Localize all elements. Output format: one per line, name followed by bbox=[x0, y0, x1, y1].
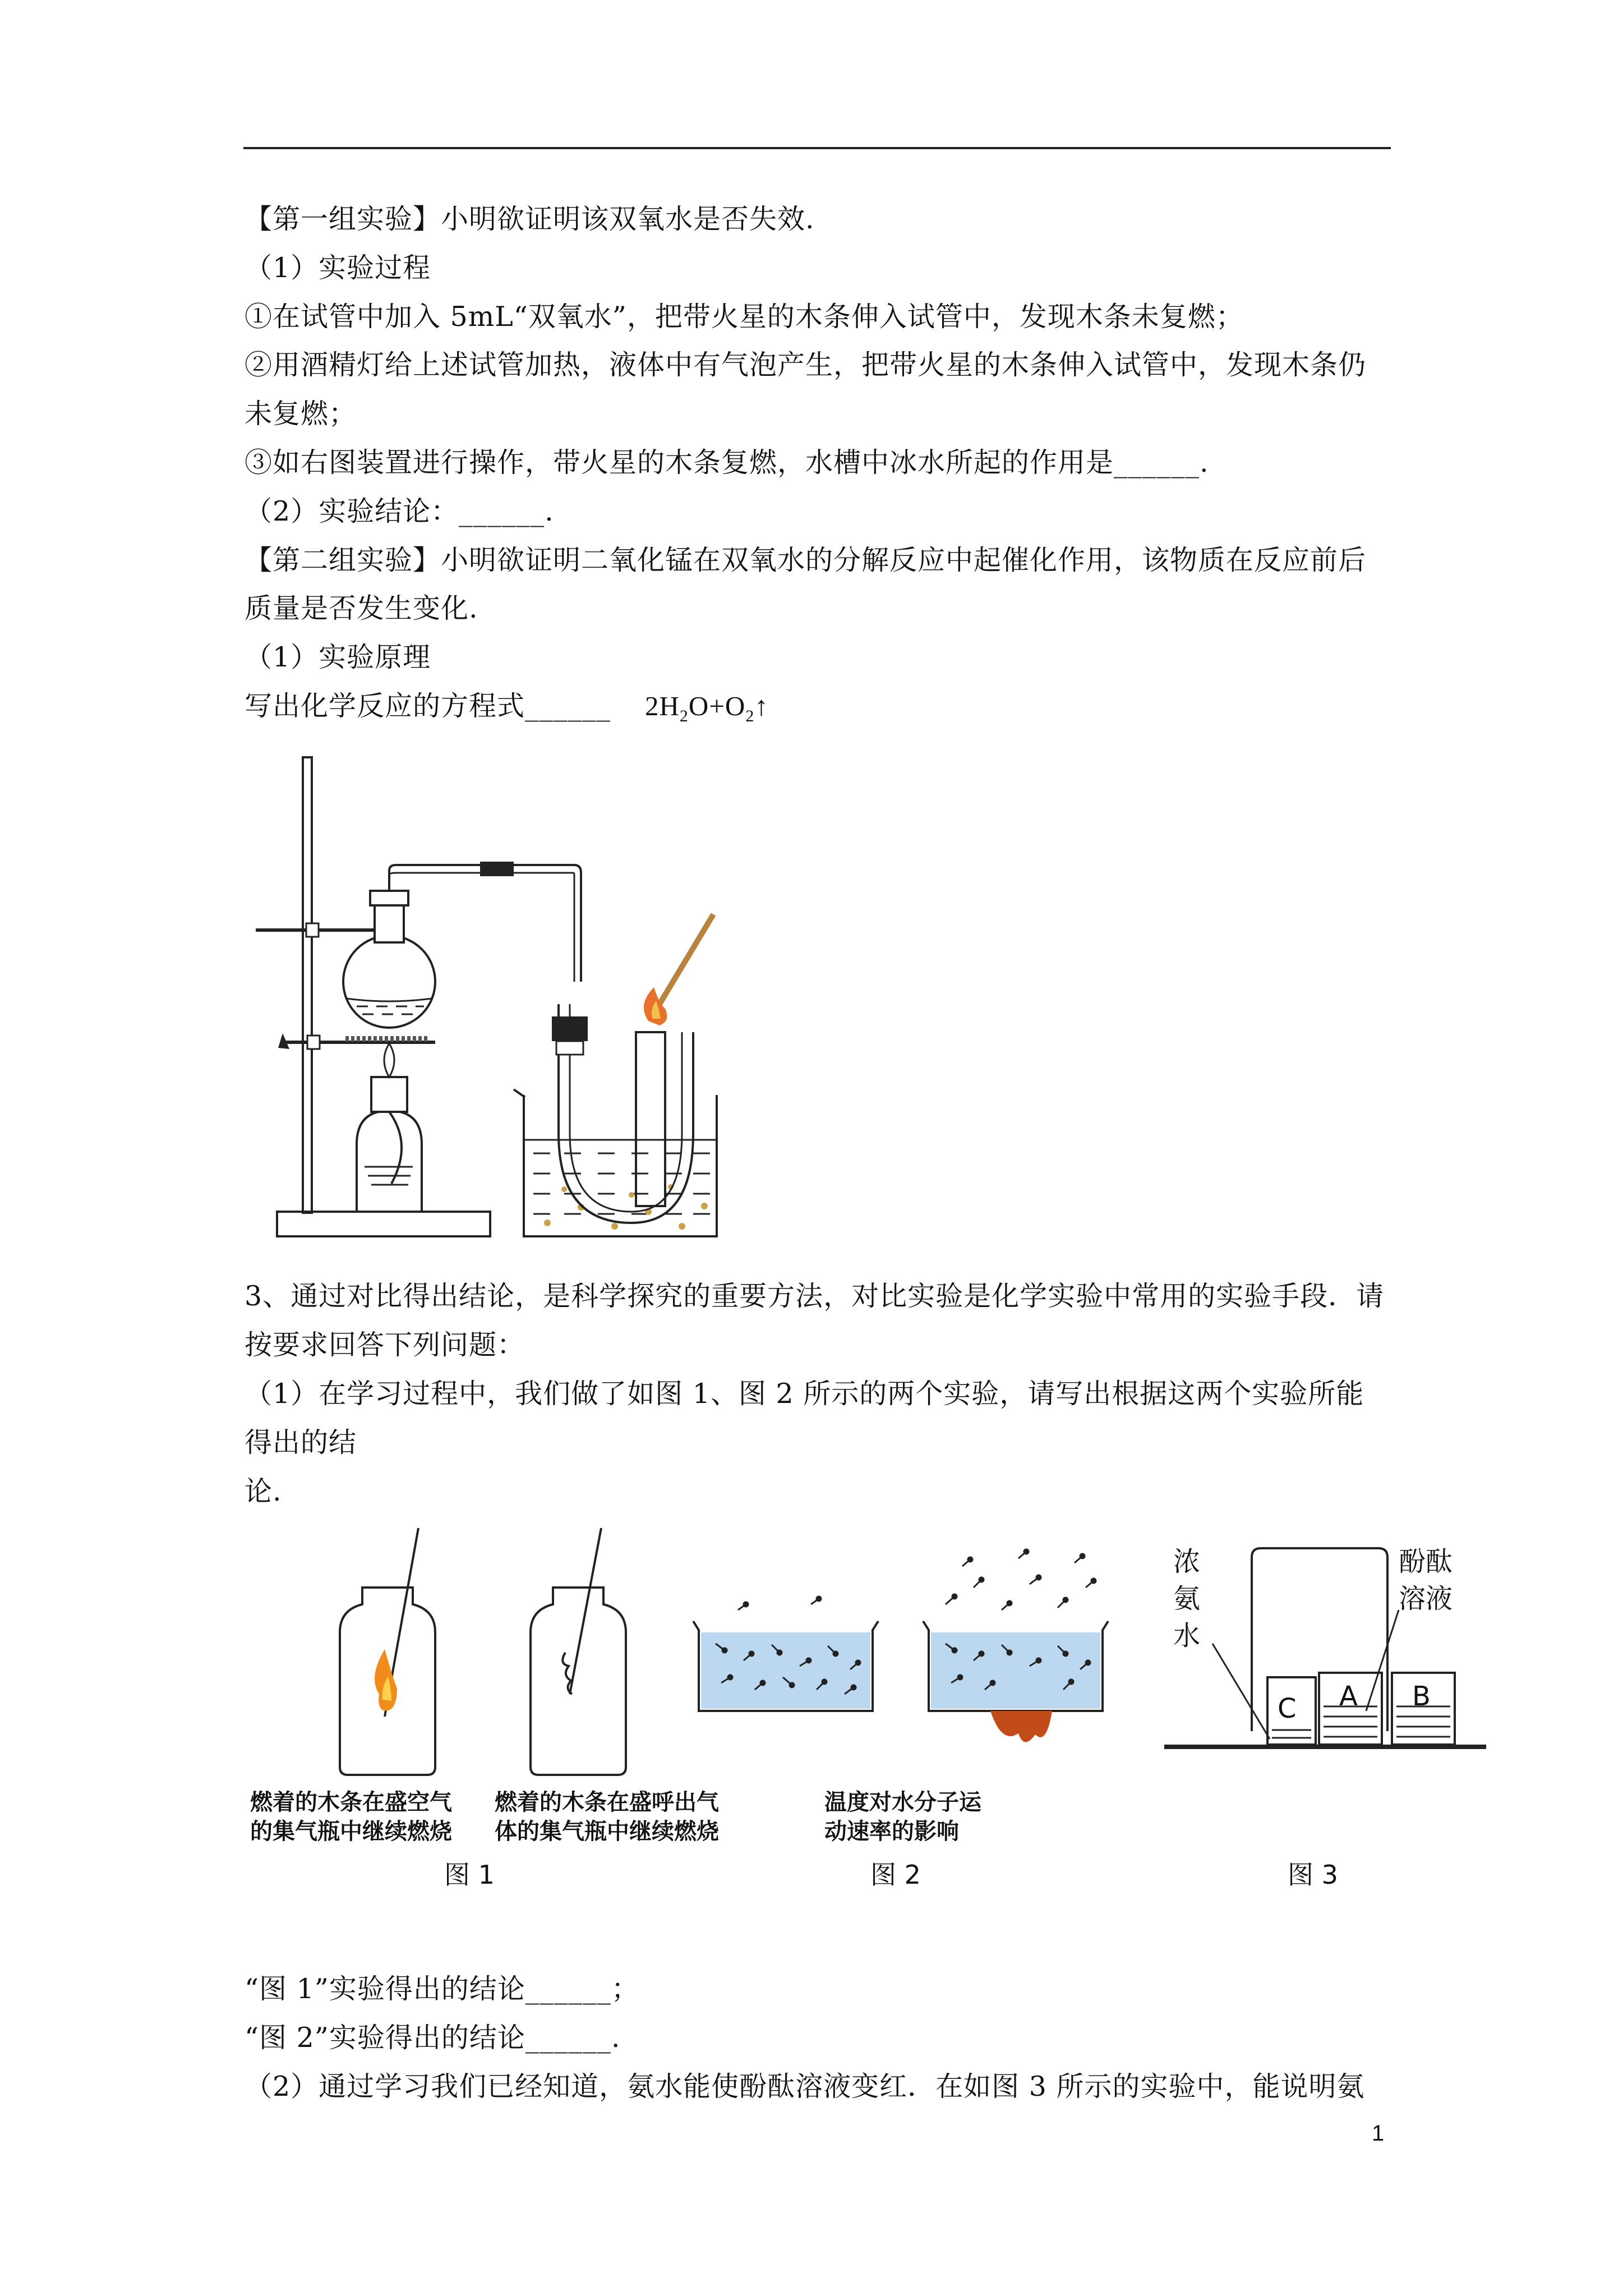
paragraph-q3-intro-cont: 按要求回答下列问题： bbox=[245, 1329, 525, 1361]
svg-text:温度对水分子运: 温度对水分子运 bbox=[824, 1789, 981, 1815]
splint bbox=[660, 914, 713, 1004]
gas-bottle-breath bbox=[531, 1528, 626, 1775]
paragraph-step1: ①在试管中加入 5mL“双氧水”，把带火星的木条伸入试管中，发现木条未复燃； bbox=[245, 301, 1244, 333]
stopper bbox=[552, 1016, 588, 1041]
rubber-joint bbox=[480, 862, 514, 876]
svg-text:B: B bbox=[1412, 1681, 1431, 1712]
water-trough-cold bbox=[693, 1596, 878, 1711]
paragraph-q3-1-end: 论. bbox=[245, 1475, 282, 1507]
paragraph-principle-heading: （1）实验原理 bbox=[245, 641, 431, 673]
stand-base bbox=[277, 1212, 490, 1236]
alcohol-lamp bbox=[357, 1111, 422, 1212]
svg-text:图 3: 图 3 bbox=[1288, 1860, 1338, 1890]
paragraph-q3-1-cont: 得出的结 bbox=[245, 1427, 357, 1458]
paragraph-step2: ②用酒精灯给上述试管加热，液体中有气泡产生，把带火星的木条伸入试管中，发现木条仍 bbox=[245, 349, 1367, 381]
stand-rod bbox=[303, 757, 312, 1213]
svg-text:图 2: 图 2 bbox=[870, 1860, 921, 1890]
apparatus-figure bbox=[245, 740, 738, 1245]
svg-text:C: C bbox=[1278, 1693, 1297, 1724]
paragraph-group2-title: 【第二组实验】小明欲证明二氧化锰在双氧水的分解反应中起催化作用，该物质在反应前后 bbox=[245, 544, 1367, 576]
paragraph-step2-cont: 未复燃； bbox=[245, 398, 357, 430]
paragraph-q3-intro: 3、通过对比得出结论，是科学探究的重要方法，对比实验是化学实验中常用的实验手段．请 bbox=[245, 1280, 1385, 1312]
paragraph-fig2-conclusion: “图 2”实验得出的结论______. bbox=[245, 2022, 621, 2054]
paragraph-fig1-conclusion: “图 1”实验得出的结论______； bbox=[245, 1973, 639, 2005]
svg-text:燃着的木条在盛呼出气: 燃着的木条在盛呼出气 bbox=[495, 1789, 719, 1815]
svg-text:的集气瓶中继续燃烧: 的集气瓶中继续燃烧 bbox=[250, 1819, 452, 1844]
comparison-figures bbox=[245, 1526, 1501, 1930]
flame-icon bbox=[375, 1649, 397, 1711]
ammonia-experiment bbox=[1164, 1546, 1486, 1747]
svg-text:溶液: 溶液 bbox=[1399, 1583, 1453, 1614]
heat-flame-icon bbox=[990, 1711, 1052, 1742]
paragraph-q3-1: （1）在学习过程中，我们做了如图 1、图 2 所示的两个实验，请写出根据这两个实验所能 bbox=[245, 1378, 1364, 1410]
svg-text:图 1: 图 1 bbox=[444, 1860, 495, 1890]
delivery-tube bbox=[389, 865, 581, 982]
gas-bottle-air bbox=[340, 1528, 435, 1775]
svg-text:体的集气瓶中继续燃烧: 体的集气瓶中继续燃烧 bbox=[495, 1819, 719, 1844]
paragraph-group1-title: 【第一组实验】小明欲证明该双氧水是否失效. bbox=[245, 203, 815, 235]
svg-text:浓: 浓 bbox=[1173, 1546, 1201, 1577]
svg-text:氨: 氨 bbox=[1173, 1583, 1201, 1614]
paragraph-process-heading: （1）实验过程 bbox=[245, 252, 431, 284]
paragraph-conclusion: （2）实验结论：______. bbox=[245, 495, 554, 527]
paragraph-step3: ③如右图装置进行操作，带火星的木条复燃，水槽中冰水所起的作用是______. bbox=[245, 447, 1209, 478]
svg-text:动速率的影响: 动速率的影响 bbox=[824, 1819, 959, 1844]
water-trough-hot bbox=[923, 1549, 1108, 1742]
svg-text:A: A bbox=[1339, 1681, 1358, 1712]
header-rule bbox=[243, 147, 1391, 149]
paragraph-group2-cont: 质量是否发生变化. bbox=[245, 592, 478, 624]
equation: $2H_2O+O_2↑$ bbox=[645, 691, 769, 725]
svg-text:酚酞: 酚酞 bbox=[1399, 1546, 1453, 1577]
svg-text:水: 水 bbox=[1173, 1620, 1201, 1651]
svg-text:燃着的木条在盛空气: 燃着的木条在盛空气 bbox=[250, 1789, 452, 1815]
page-number: 1 bbox=[1372, 2121, 1385, 2146]
test-tube bbox=[636, 1032, 665, 1206]
water-trough bbox=[524, 1095, 717, 1236]
paragraph-equation-prompt: 写出化学反应的方程式______ bbox=[245, 690, 611, 722]
paragraph-q3-2: （2）通过学习我们已经知道，氨水能使酚酞溶液变红．在如图 3 所示的实验中，能说明氨 bbox=[245, 2070, 1365, 2102]
